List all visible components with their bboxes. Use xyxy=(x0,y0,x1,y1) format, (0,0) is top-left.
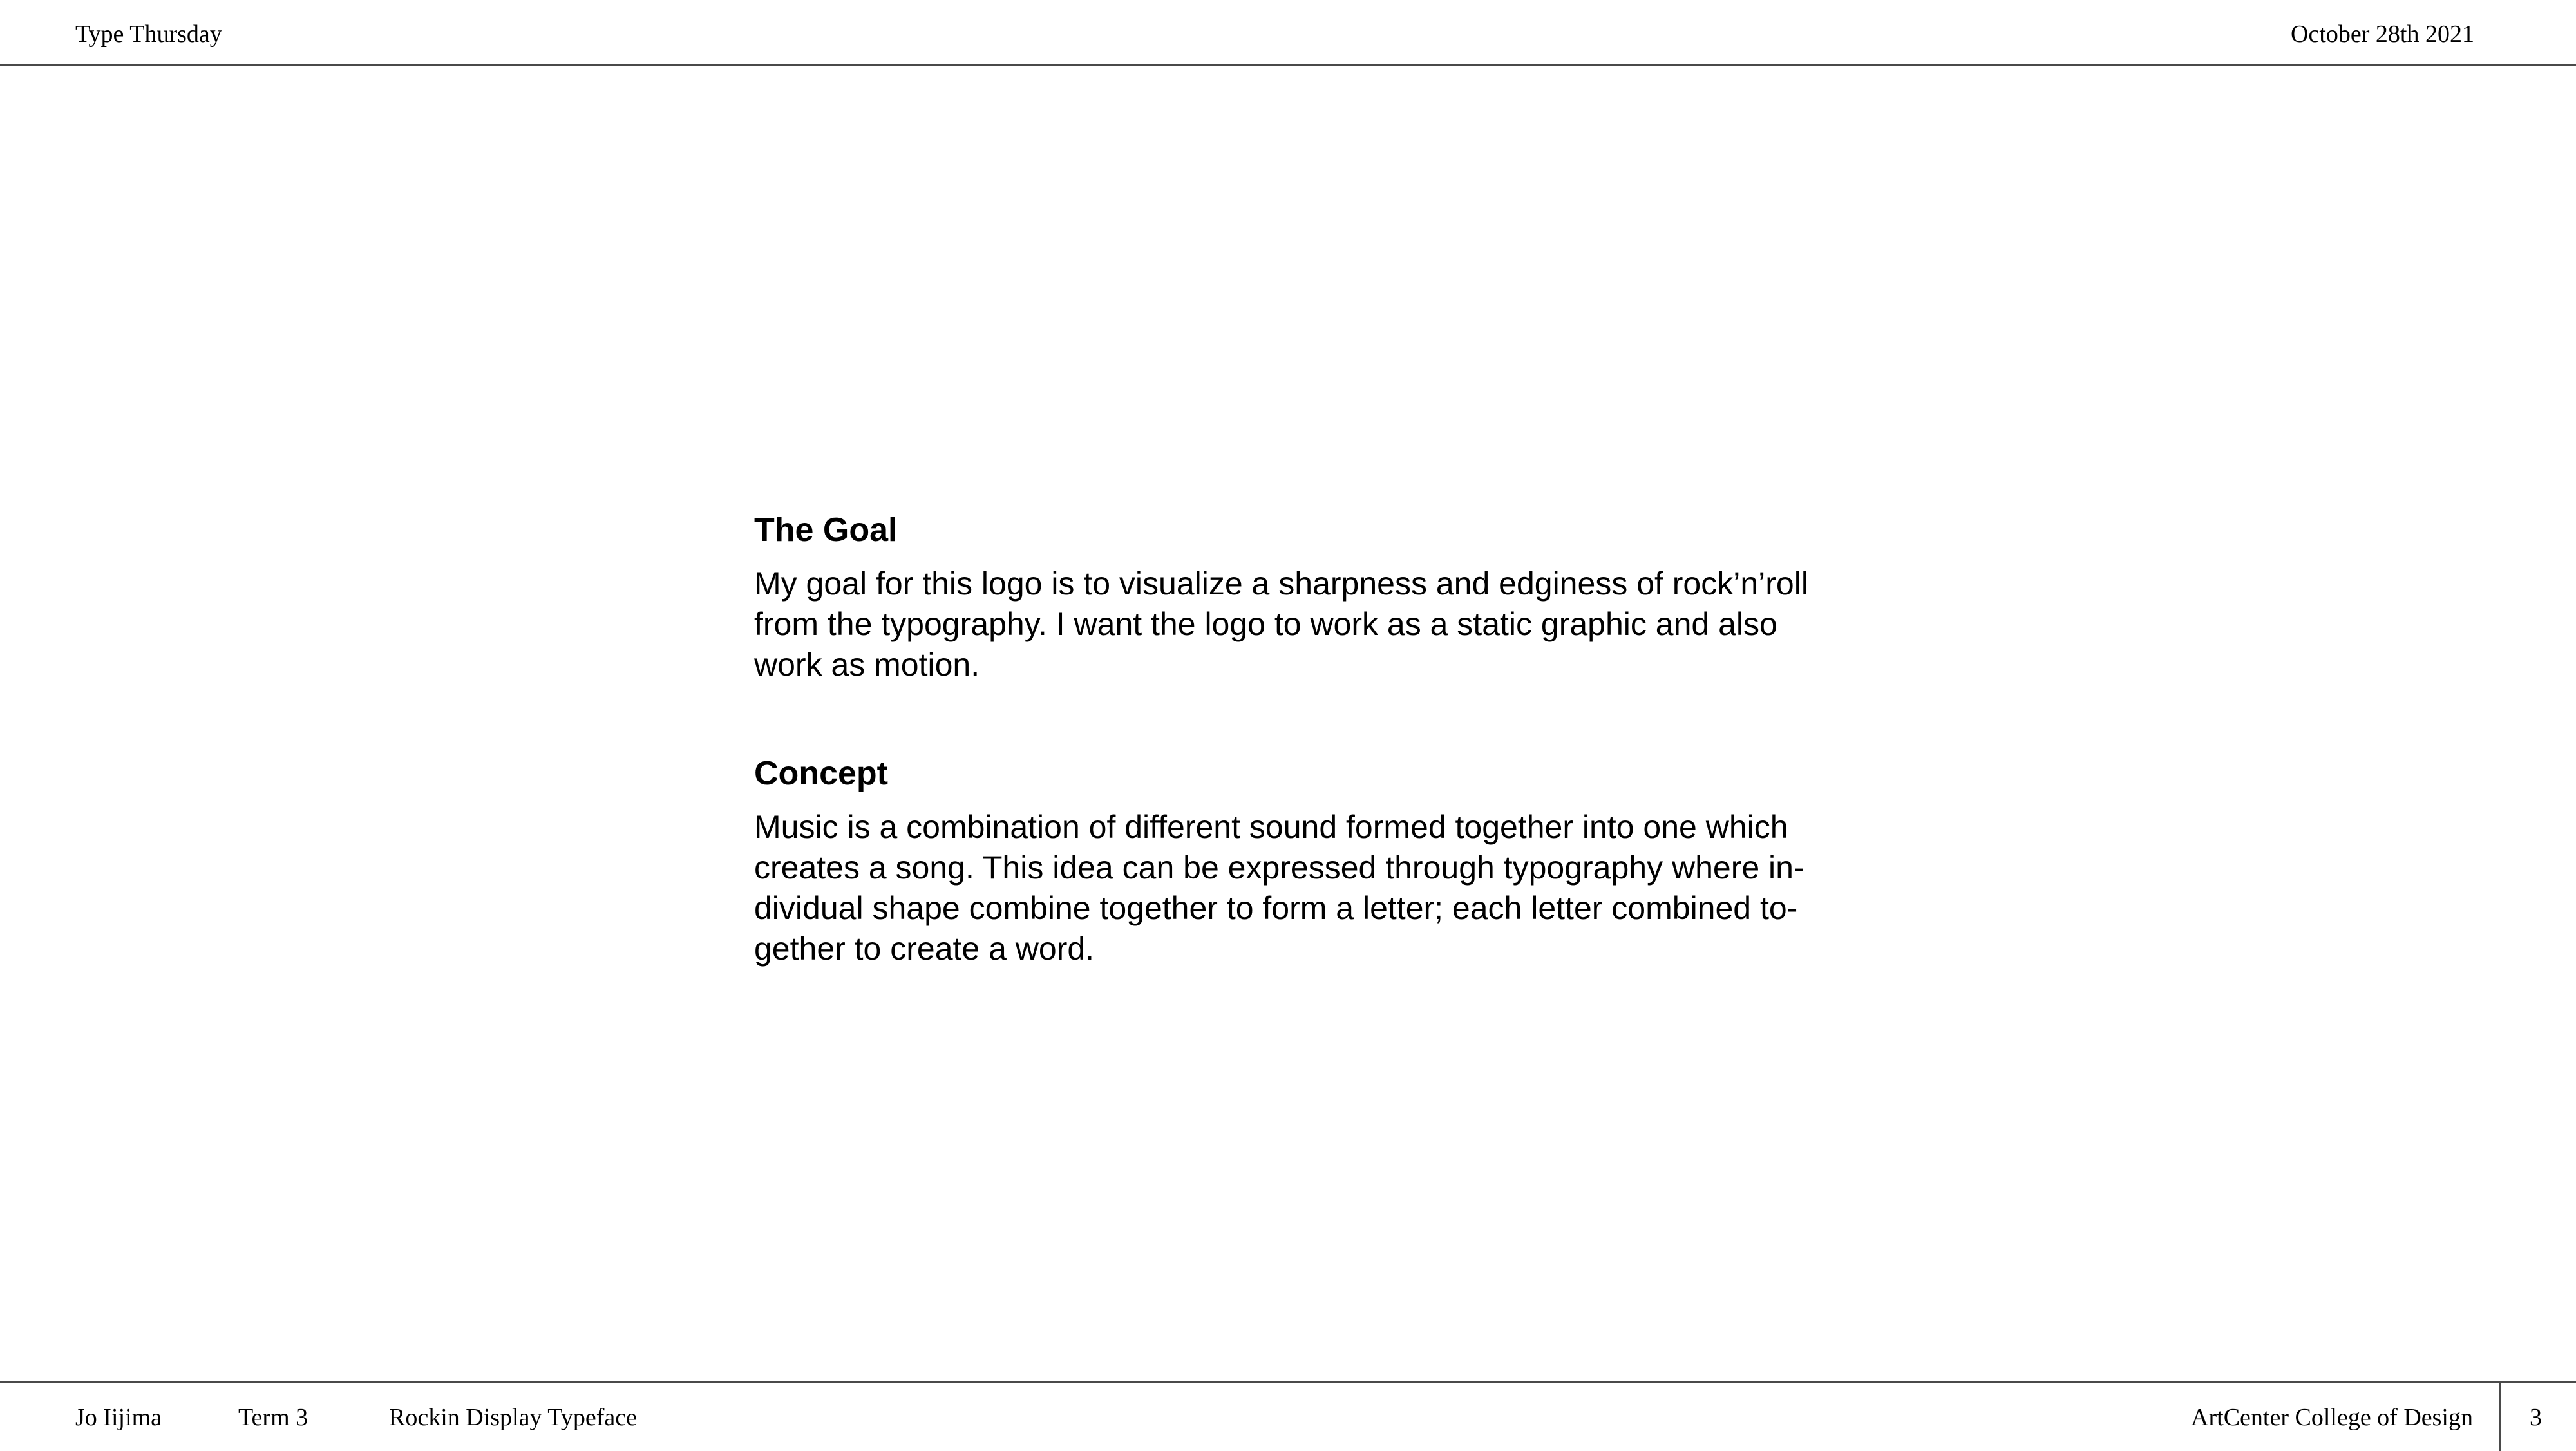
goal-line: from the typography. I want the logo to work as a static graphic and also xyxy=(754,606,1777,642)
goal-line: work as motion. xyxy=(754,647,980,683)
concept-line: creates a song. This idea can be expressed through typography where in- xyxy=(754,849,1804,886)
concept-line: Music is a combination of different sound formed together into one which xyxy=(754,809,1788,845)
footer-project-title: Rockin Display Typeface xyxy=(389,1404,637,1431)
concept-section xyxy=(754,751,1836,969)
footer-divider xyxy=(2499,1383,2501,1451)
section-spacer xyxy=(754,685,1836,751)
footer-school: ArtCenter College of Design xyxy=(2191,1404,2473,1431)
goal-heading: The Goal xyxy=(754,511,898,549)
concept-line: dividual shape combine together to form a letter; each letter combined to- xyxy=(754,890,1798,926)
main-content xyxy=(754,507,1836,969)
footer-term: Term 3 xyxy=(238,1404,308,1431)
goal-paragraph xyxy=(754,564,1836,685)
page-number: 3 xyxy=(2530,1404,2542,1431)
goal-line: My goal for this logo is to visualize a sharpness and edginess of rock’n’roll xyxy=(754,565,1808,602)
concept-heading: Concept xyxy=(754,755,888,792)
goal-section xyxy=(754,507,1836,685)
page-header xyxy=(0,0,2576,66)
header-series-title: Type Thursday xyxy=(75,21,222,48)
concept-line: gether to create a word. xyxy=(754,931,1095,967)
header-date: October 28th 2021 xyxy=(2291,21,2474,48)
concept-paragraph xyxy=(754,807,1836,969)
footer-author: Jo Iijima xyxy=(75,1404,162,1431)
page-footer xyxy=(0,1381,2576,1449)
